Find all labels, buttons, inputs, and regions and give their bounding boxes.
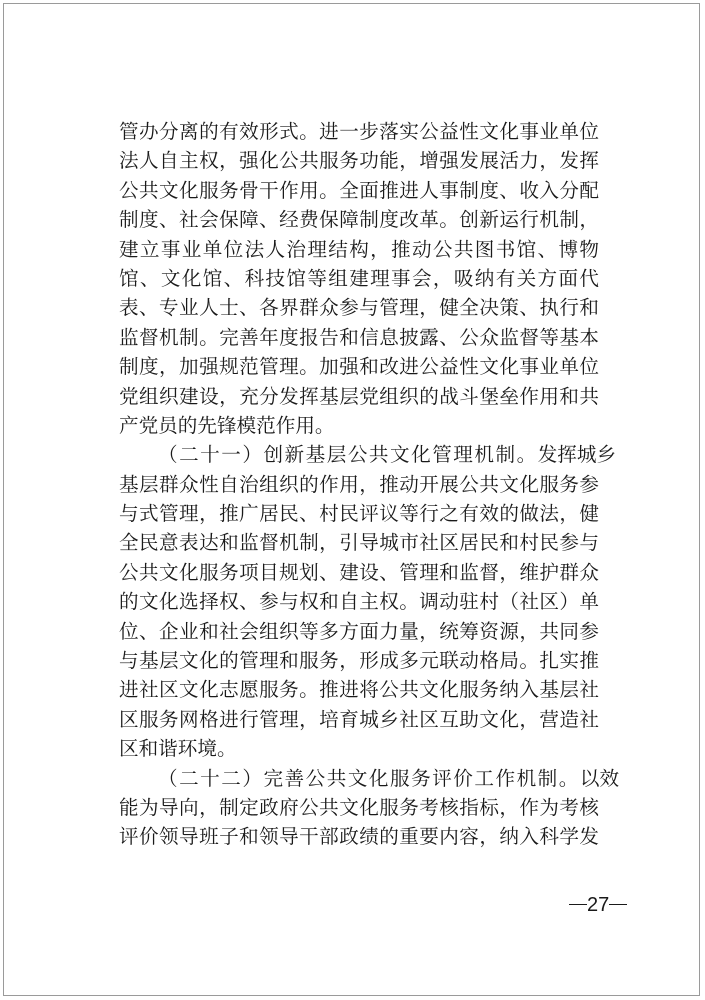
- page-number-value: 27: [587, 894, 610, 916]
- text-line: 监督机制。完善年度报告和信息披露、公众监督等基本: [119, 325, 599, 349]
- text-line: 全民意表达和监督机制，引导城市社区居民和村民参与: [119, 531, 599, 555]
- text-line: 公共文化服务项目规划、建设、管理和监督，维护群众: [119, 560, 599, 584]
- text-line: 区和谐环境。: [119, 737, 237, 761]
- page-number-dash-right: [609, 904, 627, 906]
- text-line: 评价领导班子和领导干部政绩的重要内容，纳入科学发: [119, 825, 599, 849]
- text-line: 进社区文化志愿服务。推进将公共文化服务纳入基层社: [119, 678, 599, 702]
- text-line: 法人自主权，强化公共服务功能，增强发展活力，发挥: [119, 149, 599, 173]
- section-heading-line: [119, 440, 617, 469]
- section-heading: （二十二）完善公共文化服务评价工作机制。: [158, 766, 580, 790]
- text-line: 公共文化服务骨干作用。全面推进人事制度、收入分配: [119, 178, 599, 202]
- text-line: 基层群众性自治组织的作用，推动开展公共文化服务参: [119, 472, 599, 496]
- text-span: 以效: [579, 766, 620, 790]
- text-line: 与基层文化的管理和服务，形成多元联动格局。扎实推: [119, 649, 599, 673]
- page-number: [569, 891, 627, 919]
- text-line: 区服务网格进行管理，培育城乡社区互助文化，营造社: [119, 707, 599, 731]
- text-line: 制度，加强规范管理。加强和改进公益性文化事业单位: [119, 355, 599, 379]
- text-line: 的文化选择权、参与权和自主权。调动驻村（社区）单: [119, 590, 599, 614]
- text-line: 能为导向，制定政府公共文化服务考核指标，作为考核: [119, 795, 599, 819]
- section-heading-line: [119, 764, 620, 793]
- page-number-dash-left: [569, 904, 587, 906]
- section-heading: （二十一）创新基层公共文化管理机制。: [158, 443, 538, 467]
- text-line: 位、企业和社会组织等多方面力量，统筹资源，共同参: [119, 619, 599, 643]
- text-line: 表、专业人士、各界群众参与管理，健全决策、执行和: [119, 296, 599, 320]
- text-line: 馆、文化馆、科技馆等组建理事会，吸纳有关方面代: [119, 266, 599, 290]
- document-body: [119, 117, 620, 852]
- text-line: 建立事业单位法人治理结构，推动公共图书馆、博物: [119, 237, 599, 261]
- text-span: 发挥城乡: [537, 443, 617, 467]
- text-line: 产党员的先锋模范作用。: [119, 413, 335, 437]
- text-line: 管办分离的有效形式。进一步落实公益性文化事业单位: [119, 120, 599, 143]
- text-line: 党组织建设，充分发挥基层党组织的战斗堡垒作用和共: [119, 384, 599, 408]
- text-line: 制度、社会保障、经费保障制度改革。创新运行机制，: [119, 208, 599, 232]
- text-line: 与式管理，推广居民、村民评议等行之有效的做法，健: [119, 502, 599, 526]
